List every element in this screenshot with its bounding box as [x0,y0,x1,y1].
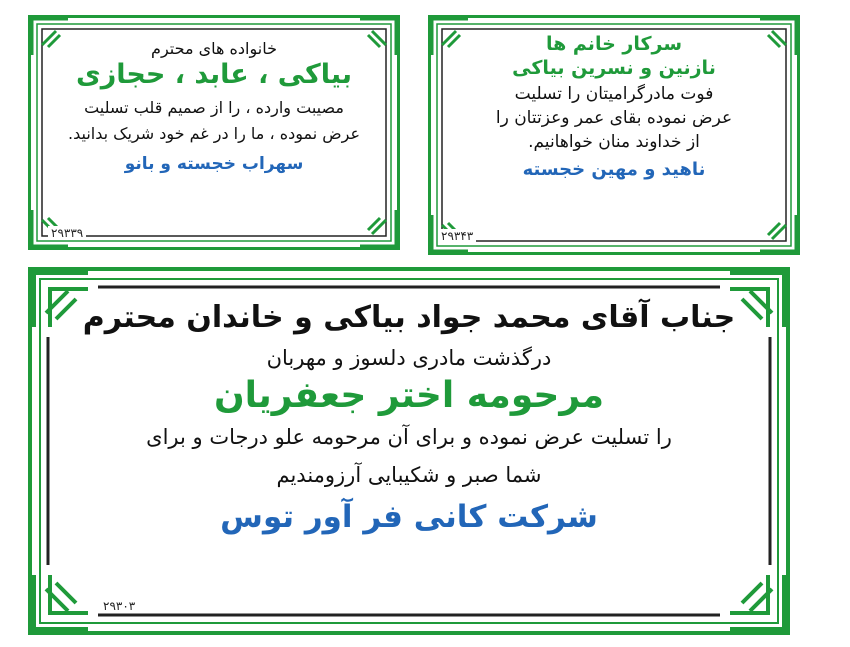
addressee-heading: جناب آقای محمد جواد بیاکی و خاندان محترم [82,300,736,335]
message-line-3: شما صبر و شکیبایی آرزومندیم [276,463,542,487]
condolence-ad-mohammad-javad-biyaki [28,267,790,635]
addressee-line: خانواده های محترم [151,39,277,58]
condolence-ad-naznin-nasrin-biyaki [428,15,800,255]
ad-reference-number: ۲۹۳۰۳ [100,599,138,613]
ad-reference-number: ۲۹۳۴۳ [438,229,476,243]
message-line-1: فوت مادرگرامیتان را تسلیت [514,83,714,104]
family-names-heading: بیاکی ، عابد ، حجازی [75,59,353,90]
ad-reference-number: ۲۹۳۳۹ [48,226,86,240]
message-line-2: را تسلیت عرض نموده و برای آن مرحومه علو درجات و برای [146,424,672,449]
recipient-names-heading: نازنین و نسرین بیاکی [512,56,716,79]
sender-signature: سهراب خجسته و بانو [124,153,304,174]
sender-company-signature: شرکت کانی فر آور توس [220,499,598,536]
condolence-ad-biyaki-abed-hejazi [28,15,400,250]
sender-signature: ناهید و مهین خجسته [522,159,706,181]
message-line-1: مصیبت وارده ، را از صمیم قلب تسلیت [84,97,344,117]
ad-text-block [68,299,750,537]
addressee-line: سرکار خانم ها [545,33,683,55]
message-line-2: عرض نموده ، ما را در غم خود شریک بدانید. [68,123,360,143]
deceased-name-heading: مرحومه اختر جعفریان [213,374,605,416]
message-line-3: از خداوند منان خواهانیم. [528,132,700,152]
message-line-2: عرض نموده بقای عمر وعزتتان را [495,107,733,128]
ad-text-block [52,39,376,175]
message-line-1: درگذشت مادری دلسوز و مهربان [266,345,552,370]
ad-text-block [452,33,776,182]
